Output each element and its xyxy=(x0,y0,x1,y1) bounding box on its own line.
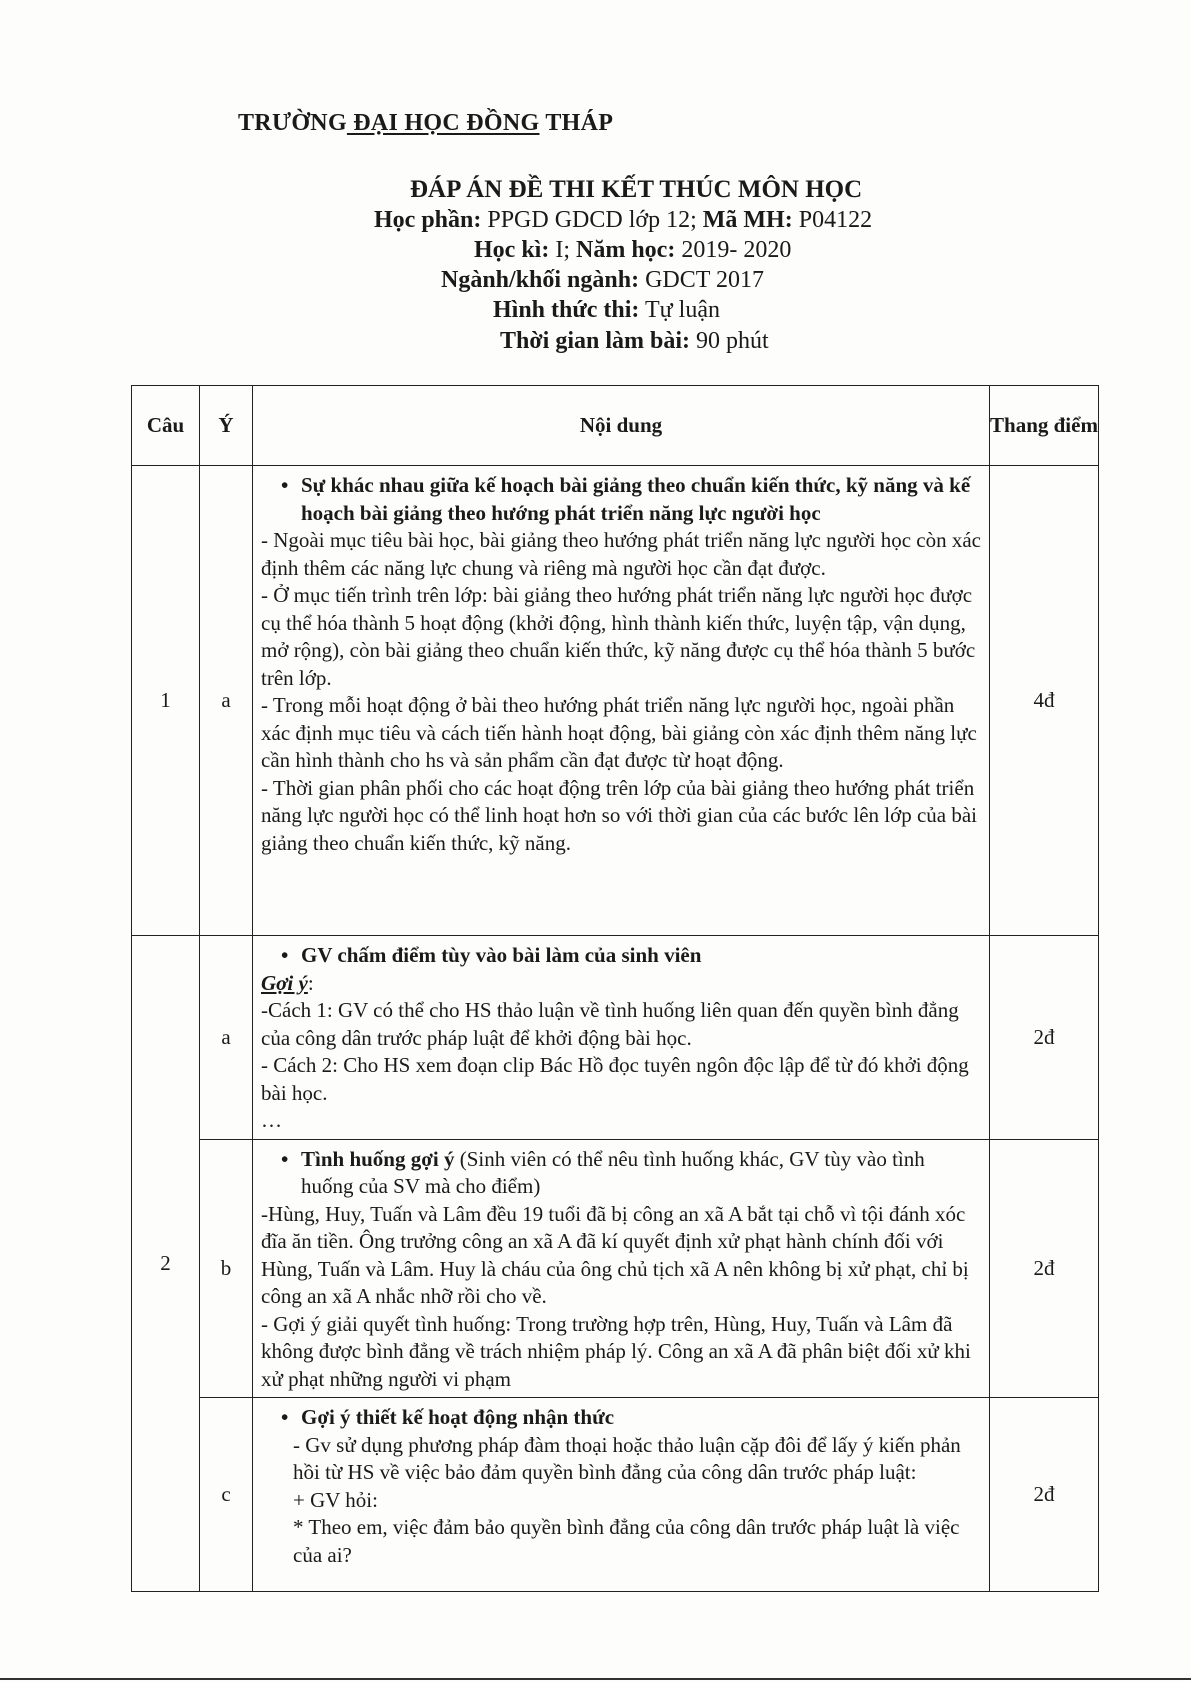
q2c-heading-text: Gợi ý thiết kế hoạt động nhận thức xyxy=(301,1405,615,1429)
header-content: Nội dung xyxy=(253,386,990,466)
page-bottom-border xyxy=(0,1678,1191,1680)
q1-line: - Ở mục tiến trình trên lớp: bài giảng theo hướng phát triển năng lực người học được cụ thể hóa thành 5 hoạt động (khởi động, hình thành kiến thức, luyện tập, vận dụng, mở rộng), còn bài giảng theo chuẩn kiến thức, kỹ năng được cụ thể hóa thành 5 bước trên lớp. xyxy=(261,583,976,690)
q2b-line: - Gợi ý giải quyết tình huống: Trong trường hợp trên, Hùng, Huy, Tuấn và Lâm đã không được bình đẳng về trách nhiệm pháp lý. Công an xã A đã phân biệt đối xử khi xử phạt những người vi phạm xyxy=(261,1311,971,1391)
year-value: 2019- 2020 xyxy=(675,237,792,263)
code-value: P04122 xyxy=(792,207,873,233)
q1-heading-text: Sự khác nhau giữa kế hoạch bài giảng theo chuẩn kiến thức, kỹ năng và kế hoạch bài giảng theo hướng phát triển năng lực người học xyxy=(301,473,971,525)
q2b-score: 2đ xyxy=(990,1139,1099,1398)
code-label: Mã MH: xyxy=(702,207,793,233)
bullet-icon: • xyxy=(281,1146,289,1171)
q1-part: a xyxy=(200,466,253,936)
q1-line: - Thời gian phân phối cho các hoạt động trên lớp của bài giảng theo hướng phát triển năng lực người học có thể linh hoạt hơn so với thời gian của các bước lên lớp của bài giảng theo chuẩn kiến thức, kỹ năng. xyxy=(261,775,977,855)
course-value: PPGD GDCD lớp 12; xyxy=(481,207,703,233)
q1-number: 1 xyxy=(132,466,200,936)
q2a-line: … xyxy=(261,1108,282,1132)
q2a-hint xyxy=(261,970,981,998)
time-line xyxy=(500,328,769,355)
exam-title: ĐÁP ÁN ĐỀ THI KẾT THÚC MÔN HỌC xyxy=(410,176,863,203)
q2c-line: - Gv sử dụng phương pháp đàm thoại hoặc thảo luận cặp đôi để lấy ý kiến phản hồi từ HS về việc bảo đảm quyền bình đẳng của công dân trước pháp luật: xyxy=(293,1432,961,1484)
form-label: Hình thức thi: xyxy=(493,297,640,323)
q2c-line: + GV hỏi: xyxy=(293,1487,378,1512)
school-name-suffix: THÁP xyxy=(539,110,614,136)
header-score: Thang điểm xyxy=(990,386,1099,466)
q2a-content xyxy=(253,936,990,1140)
hint-label: Gợi ý xyxy=(261,970,308,995)
term-line xyxy=(474,237,791,264)
table-row xyxy=(132,466,1099,936)
q1-line: - Ngoài mục tiêu bài học, bài giảng theo hướng phát triển năng lực người học còn xác định thêm các năng lực chung và riêng mà người học cần đạt được. xyxy=(261,528,981,580)
table-row xyxy=(132,936,1099,1140)
q2b-line: -Hùng, Huy, Tuấn và Lâm đều 19 tuổi đã bị công an xã A bắt tại chỗ vì tội đánh xóc đĩa ăn tiền. Ông trưởng công an xã A đã kí quyết định xử phạt hành chính đối với Hùng, Tuấn và Lâm. Huy là cháu của ông chủ tịch xã A nên không bị xử phạt, chỉ bị công an xã A nhắc nhỡ rồi cho về. xyxy=(261,1201,969,1308)
table-row xyxy=(132,1398,1099,1592)
bullet-icon: • xyxy=(281,1405,289,1429)
q2b-part: b xyxy=(200,1139,253,1398)
school-name-prefix: TRƯỜNG xyxy=(238,110,347,136)
course-line xyxy=(374,207,872,234)
q1-line: - Trong mỗi hoạt động ở bài theo hướng phát triển năng lực người học, ngoài phần xác định mục tiêu và cách tiến hành hoạt động, bài giảng còn xác định thêm năng lực cần hình thành cho hs và sản phẩm cần đạt được từ hoạt động. xyxy=(261,693,977,772)
q1-heading xyxy=(261,472,981,527)
q2a-score: 2đ xyxy=(990,936,1099,1140)
q2-number: 2 xyxy=(132,936,200,1592)
answer-table xyxy=(131,385,1099,1592)
q2b-heading-text: Tình huống gợi ý xyxy=(301,1146,455,1171)
q2b-heading-note: (Sinh viên có thể nêu tình huống khác, GV tùy vào tình huống của SV mà cho điểm) xyxy=(301,1146,925,1198)
bullet-icon: • xyxy=(281,473,289,497)
table-row xyxy=(132,1139,1099,1398)
term-value: I; xyxy=(549,237,576,263)
q2b-content xyxy=(253,1139,990,1398)
q1-content xyxy=(253,466,990,936)
major-line xyxy=(441,267,764,294)
q2a-line: - Cách 2: Cho HS xem đoạn clip Bác Hồ đọc tuyên ngôn độc lập để từ đó khởi động bài học. xyxy=(261,1053,969,1105)
form-line xyxy=(493,297,720,324)
table-header-row xyxy=(132,386,1099,466)
bullet-icon: • xyxy=(281,943,289,967)
q2b-heading xyxy=(261,1146,981,1201)
q2a-part: a xyxy=(200,936,253,1140)
school-name-underlined: ĐẠI HỌC ĐỒNG xyxy=(346,110,540,136)
school-name xyxy=(238,110,613,137)
year-label: Năm học: xyxy=(576,237,676,263)
time-value: 90 phút xyxy=(690,328,769,354)
q2c-content xyxy=(253,1398,990,1592)
major-label: Ngành/khối ngành: xyxy=(441,267,640,293)
q2c-line: * Theo em, việc đảm bảo quyền bình đẳng của công dân trước pháp luật là việc của ai? xyxy=(293,1515,960,1567)
q2a-heading xyxy=(261,942,981,970)
time-label: Thời gian làm bài: xyxy=(500,328,690,354)
q2c-score: 2đ xyxy=(990,1398,1099,1592)
header-cau: Câu xyxy=(132,386,200,466)
q2c-part: c xyxy=(200,1398,253,1592)
q2c-heading xyxy=(261,1404,981,1432)
q2a-line: -Cách 1: GV có thể cho HS thảo luận về tình huống liên quan đến quyền bình đẳng của công dân trước pháp luật để khởi động bài học. xyxy=(261,998,959,1050)
term-label: Học kì: xyxy=(474,237,550,263)
header-y: Ý xyxy=(200,386,253,466)
course-label: Học phần: xyxy=(374,207,482,233)
form-value: Tự luận xyxy=(639,297,720,323)
hint-colon: : xyxy=(307,970,314,995)
q2a-heading-text: GV chấm điểm tùy vào bài làm của sinh viên xyxy=(301,943,702,967)
major-value: GDCT 2017 xyxy=(639,267,764,293)
q1-score: 4đ xyxy=(990,466,1099,936)
